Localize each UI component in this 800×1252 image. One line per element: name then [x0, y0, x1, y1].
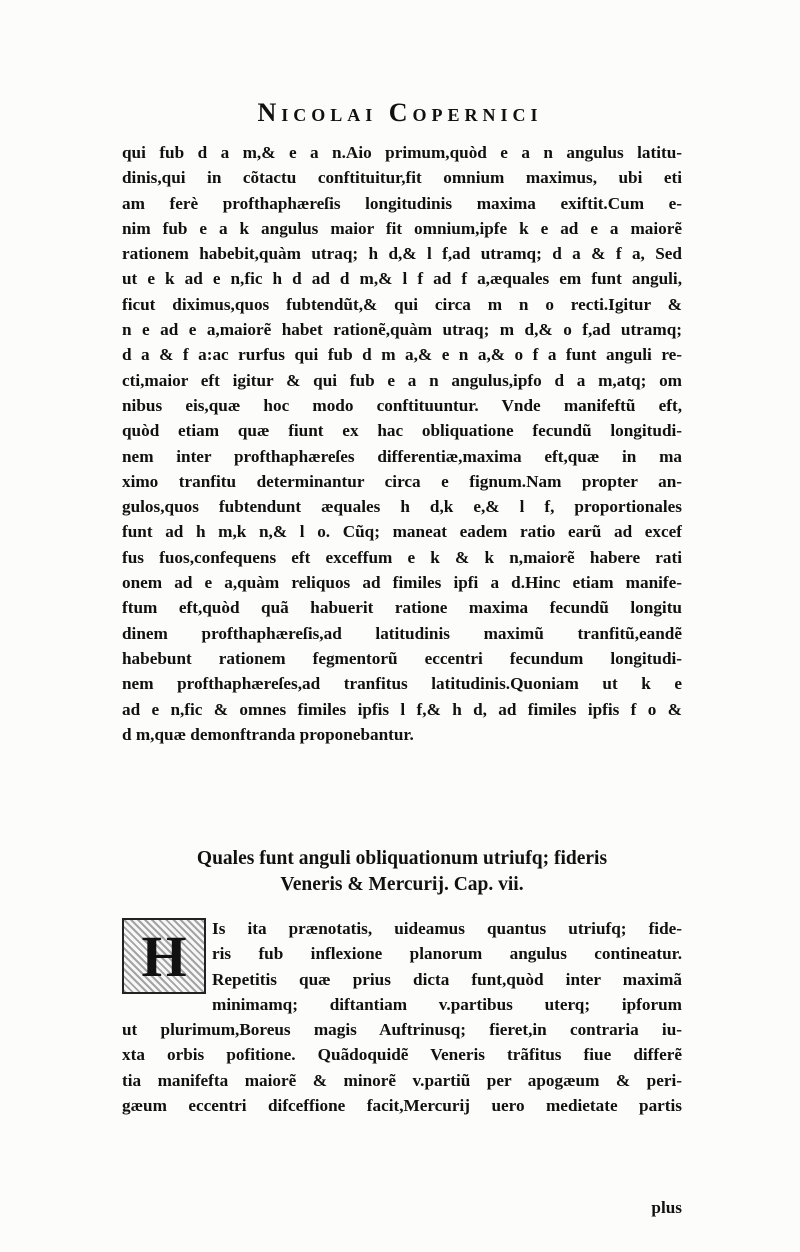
text-line: Is ita prænotatis, uideamus quantus utriufq; fide- [212, 919, 682, 938]
text-line: ficut diximus,quos fubtendũt,& qui circa m n o recti.Igitur & [122, 294, 682, 314]
text-line: ftum eft,quòd quã habuerit ratione maxima fecundũ longitu [122, 598, 682, 618]
text-line: ximo tranfitu determinantur circa e fignum.Nam propter an- [122, 471, 682, 491]
chapter-title [122, 846, 682, 898]
text-line: habebunt rationem fegmentorũ eccentri fecundum longitudi- [122, 648, 682, 668]
text-line: qui fub d a m,& e a n.Aio primum,quòd e a n angulus latitu- [122, 143, 682, 162]
text-line: nem inter profthaphæreſes differentiæ,maxima eft,quæ in ma [122, 446, 682, 466]
text-line: quòd etiam quæ fiunt ex hac obliquatione fecundũ longitudi- [122, 421, 682, 441]
running-head: Nicolai Copernici [257, 98, 543, 127]
chapter-title-line: Quales funt anguli obliquationum utriufq; fideris [196, 848, 608, 869]
text-line: dinem profthaphæreſis,ad latitudinis maximũ tranfitũ,eandẽ [122, 623, 682, 643]
text-line: ris fub inflexione planorum angulus contineatur. [212, 944, 682, 964]
text-line: rationem habebit,quàm utraq; h d,& l f,ad utramq; d a & f a, Sed [122, 244, 682, 264]
text-line: onem ad e a,quàm reliquos ad fimiles ipfi a d.Hinc etiam manife- [122, 573, 682, 593]
text-line: xta orbis pofitione. Quãdoquidẽ Veneris trãfitus fiue differẽ [122, 1045, 682, 1065]
text-line: nibus eis,quæ hoc modo conftituuntur. Vnde manifeftũ eft, [122, 395, 682, 415]
text-line: fus fuos,confequens eft exceffum e k & k n,maiorẽ habere rati [122, 547, 682, 567]
text-line: dinis,qui in cõtactu conftituitur,fit omnium maximus, ubi eti [122, 168, 682, 188]
text-line-last: d m,quæ demonftranda proponebantur. [122, 724, 414, 744]
main-paragraph [122, 140, 682, 747]
text-line: minimamq; diftantiam v.partibus uterq; ipforum [212, 994, 682, 1014]
text-line: tia manifefta maiorẽ & minorẽ v.partiũ per apogæum & peri- [122, 1070, 682, 1090]
text-line: nem profthaphæreſes,ad tranfitus latitudinis.Quoniam ut k e [122, 674, 682, 694]
text-line: gulos,quos fubtendunt æquales h d,k e,& l f, proportionales [122, 497, 682, 517]
text-line: Repetitis quæ prius dicta funt,quòd inter maximã [212, 969, 682, 989]
text-line: nim fub e a k angulus maior fit omnium,ipfe k e ad e a maiorẽ [122, 218, 682, 238]
chapter-title-line: Veneris & Mercurij. Cap. vii. [280, 874, 524, 895]
text-line: gæum eccentri difceffione facit,Mercurij uero medietate partis [122, 1096, 682, 1116]
text-line: cti,maior eft igitur & qui fub e a n angulus,ipfo d a m,atq; om [122, 370, 682, 390]
text-line: am ferè profthaphæreſis longitudinis maxima exiftit.Cum e- [122, 193, 682, 213]
catchword: plus [651, 1198, 682, 1217]
text-line: d a & f a:ac rurfus qui fub d m a,& e n a,& o f a funt anguli re- [122, 345, 682, 365]
initial-letter: H [124, 920, 204, 992]
text-line: ut e k ad e n,fic h d ad d m,& l f ad f a,æquales em funt anguli, [122, 269, 682, 289]
text-line: ut plurimum,Boreus magis Auftrinusq; fieret,in contraria iu- [122, 1020, 682, 1040]
text-line: ad e n,fic & omnes fimiles ipfis l f,& h d, ad fimiles ipfis f o & [122, 699, 682, 719]
text-line: funt ad h m,k n,& l o. Cũq; maneat eadem ratio earũ ad excef [122, 522, 682, 542]
text-line: n e ad e a,maiorẽ habet rationẽ,quàm utraq; m d,& o f,ad utramq; [122, 320, 682, 340]
chapter-paragraph [122, 916, 682, 1118]
